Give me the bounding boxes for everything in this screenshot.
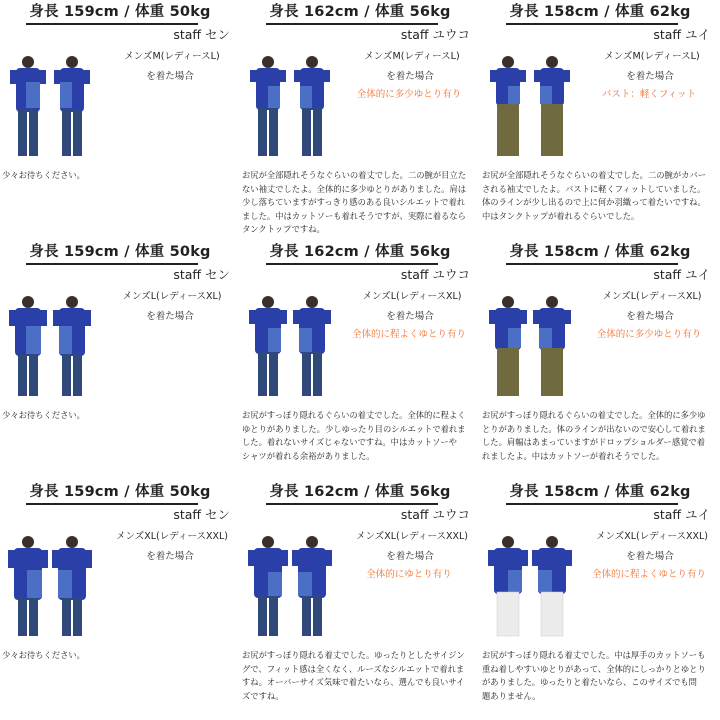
model-photo [6, 292, 96, 402]
cell-sen-xl [0, 480, 240, 720]
review-text: お尻がすっぽり隠れるぐらいの着丈でした。全体的に多少ゆ とりがありました。体のラインが出ないので安心して着れま した。肩幅はあまっていますがドロップショルダー感覚で着 れましたよ。中はカットソーが着れそうでした。 [482, 410, 706, 461]
fit-note: 全体的にゆとり有り [366, 569, 452, 580]
review-text: お尻がすっぽり隠れる着丈でした。中は厚手のカットソーも 重ね着しやすいゆとりがあって、全体的にしっかりとゆとり がありました。ゆったりと着たいなら、このサイズでも問 題ありません。 [482, 650, 706, 701]
size-label: メンズM(レディースL) [124, 51, 220, 62]
review-text: お尻がすっぽり隠れるぐらいの着丈でした。全体的に程よく ゆとりがありました。少しゆったり目のシルエットで着れま した。着れないサイズじゃないですね。中はカットソーや シャツが着れる余裕がありました。 [242, 410, 466, 461]
wear-label: を着た場合 [146, 311, 194, 322]
height-weight-heading: 身長 159cm / 体重 50kg [29, 244, 211, 260]
staff-name: staff ユウコ [400, 507, 470, 522]
model-photo [246, 532, 336, 642]
wear-label: を着た場合 [626, 551, 674, 562]
fit-note: 全体的に程よくゆとり有り [351, 329, 466, 340]
height-weight-heading: 身長 159cm / 体重 50kg [29, 4, 211, 20]
fit-note: 全体的に程よくゆとり有り [591, 569, 706, 580]
review-text: お尻が全部隠れそうなぐらいの着丈でした。二の腕が目立た ない袖丈でしたよ。全体的に多少ゆとりがありました。肩は 少し落ちていますがすっきり感のある良いシルエットで着れ ました。中はカットソーも着れそうですが、実際に着るなら タンクトップですね。 [242, 170, 467, 234]
heading-underline [506, 263, 678, 265]
model-photo [486, 292, 576, 402]
staff-name: staff セン [173, 27, 230, 42]
fit-note: バスト：軽くフィット [601, 89, 697, 100]
size-label: メンズXL(レディースXXL) [595, 531, 708, 542]
wear-label: を着た場合 [146, 551, 194, 562]
wear-label: を着た場合 [386, 551, 434, 562]
model-photo [246, 52, 336, 162]
height-weight-heading: 身長 158cm / 体重 62kg [509, 4, 691, 20]
height-weight-heading: 身長 162cm / 体重 56kg [269, 4, 451, 20]
height-weight-heading: 身長 162cm / 体重 56kg [269, 484, 451, 500]
staff-name: staff セン [173, 267, 230, 282]
review-text: お尻がすっぽり隠れる着丈でした。ゆったりとしたサイジン グで、フィット感は全くなく、ルーズなシルエットで着れま すね。オーバーサイズ気味で着たいなら、選んでも良いサイ ズですね。 [242, 650, 465, 701]
wear-label: を着た場合 [626, 311, 674, 322]
size-label: メンズM(レディースL) [364, 51, 460, 62]
heading-underline [266, 503, 438, 505]
review-text: 少々お待ちください。 [2, 170, 85, 180]
heading-underline [266, 23, 438, 25]
model-photo [6, 532, 96, 642]
review-text: 少々お待ちください。 [2, 410, 85, 420]
cell-sen-m [0, 0, 240, 240]
fit-note: 全体的に多少ゆとり有り [356, 89, 462, 100]
heading-underline [266, 263, 438, 265]
review-text: お尻が全部隠れそうなぐらいの着丈でした。二の腕がカバー される袖丈でしたよ。バストに軽くフィットしていました。 体のラインが少し出るので上に何か羽織って着たいですね。 中はタンクトップが着れるぐらいでした。 [482, 170, 707, 221]
cell-yui-xl [480, 480, 720, 720]
fit-note: 全体的に多少ゆとり有り [596, 329, 702, 340]
heading-underline [26, 23, 198, 25]
cell-yuko-m [240, 0, 480, 240]
size-label: メンズL(レディースXL) [362, 291, 462, 302]
size-label: メンズL(レディースXL) [602, 291, 702, 302]
heading-underline [506, 23, 678, 25]
model-photo [6, 52, 96, 162]
wear-label: を着た場合 [146, 71, 194, 82]
height-weight-heading: 身長 158cm / 体重 62kg [509, 244, 691, 260]
size-label: メンズM(レディースL) [604, 51, 700, 62]
cell-sen-l [0, 240, 240, 480]
height-weight-heading: 身長 162cm / 体重 56kg [269, 244, 451, 260]
size-label: メンズXL(レディースXXL) [115, 531, 228, 542]
review-text: 少々お待ちください。 [2, 650, 85, 660]
wear-label: を着た場合 [626, 71, 674, 82]
wear-label: を着た場合 [386, 71, 434, 82]
model-photo [486, 52, 576, 162]
size-label: メンズL(レディースXL) [122, 291, 222, 302]
size-label: メンズXL(レディースXXL) [355, 531, 468, 542]
cell-yuko-l [240, 240, 480, 480]
model-photo [246, 292, 336, 402]
height-weight-heading: 身長 159cm / 体重 50kg [29, 484, 211, 500]
staff-name: staff ユイ [653, 27, 710, 42]
staff-name: staff ユイ [653, 267, 710, 282]
staff-name: staff ユウコ [400, 267, 470, 282]
cell-yui-l [480, 240, 720, 480]
staff-name: staff ユイ [653, 507, 710, 522]
wear-label: を着た場合 [386, 311, 434, 322]
staff-name: staff セン [173, 507, 230, 522]
heading-underline [506, 503, 678, 505]
heading-underline [26, 503, 198, 505]
height-weight-heading: 身長 158cm / 体重 62kg [509, 484, 691, 500]
cell-yui-m [480, 0, 720, 240]
cell-yuko-xl [240, 480, 480, 720]
heading-underline [26, 263, 198, 265]
staff-name: staff ユウコ [400, 27, 470, 42]
model-photo [486, 532, 576, 642]
